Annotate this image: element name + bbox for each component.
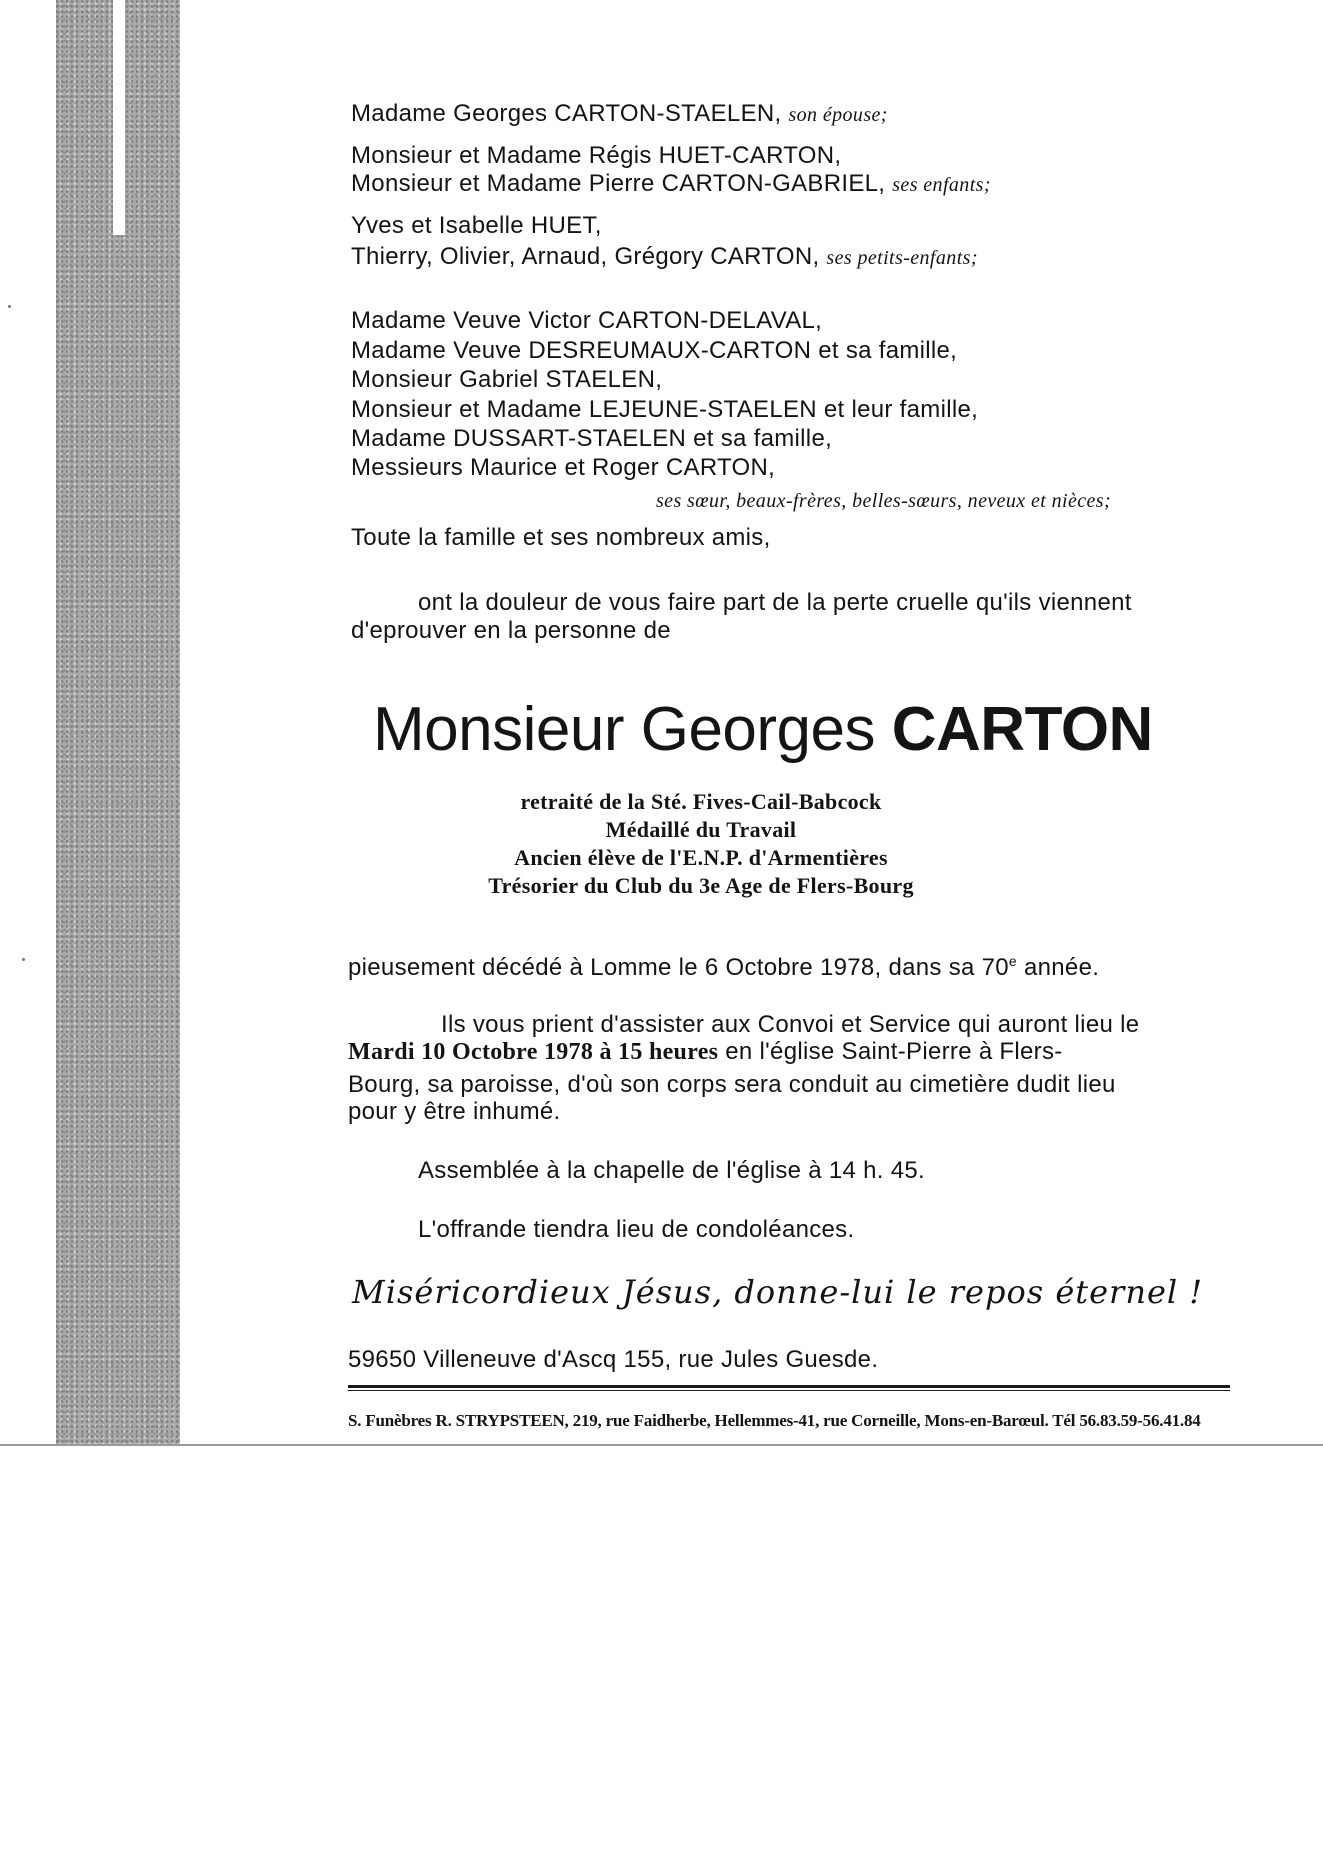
friends-line: Toute la famille et ses nombreux amis, <box>351 524 771 551</box>
relative-6-name: CARTON, <box>665 454 776 481</box>
relative-4-name: LEJEUNE-STAELEN <box>588 396 817 423</box>
relative-4-prefix: Monsieur et Madame <box>351 396 589 423</box>
family-spouse-line <box>351 100 888 128</box>
death-text: pieusement décédé à Lomme le 6 Octobre 1978, dans sa 70 <box>348 954 1009 981</box>
relative-4-suffix: et leur famille, <box>816 396 979 423</box>
service-line-1: Ils vous prient d'assister aux Convoi et Service qui auront lieu le <box>441 1011 1140 1038</box>
service-line-4: pour y être inhumé. <box>348 1098 561 1125</box>
relative-2-name: DESREUMAUX-CARTON <box>528 337 812 364</box>
relative-3-prefix: Monsieur Gabriel <box>351 366 546 393</box>
funeral-home-line: S. Funèbres R. STRYPSTEEN, 219, rue Faidherbe, Hellemmes-41, rue Corneille, Mons-en-Barœul. Tél 56.83.59-56.41.84 <box>348 1411 1201 1430</box>
spouse-name: Madame Georges CARTON-STAELEN, <box>351 100 782 127</box>
footer-rule-thick <box>348 1385 1230 1388</box>
relative-2 <box>351 337 957 365</box>
announcement-line-2: d'eprouver en la personne de <box>351 617 671 644</box>
deceased-name-surname: CARTON <box>891 695 1153 764</box>
relative-2-suffix: et sa famille, <box>811 337 958 364</box>
relative-2-prefix: Madame Veuve <box>351 337 529 364</box>
grandchildren-role: ses petits-enfants; <box>826 247 978 269</box>
death-line <box>348 953 1099 982</box>
relative-6-prefix: Messieurs Maurice et Roger <box>351 454 666 481</box>
band-highlight-stripe <box>113 0 125 235</box>
deceased-name <box>373 694 1213 765</box>
relative-1 <box>351 307 822 335</box>
children-role: ses enfants; <box>892 174 991 196</box>
scan-speck <box>8 305 11 308</box>
service-line-3: Bourg, sa paroisse, d'où son corps sera conduit au cimetière dudit lieu <box>348 1071 1116 1098</box>
relative-1-name: CARTON-DELAVAL, <box>598 307 823 334</box>
relative-1-prefix: Madame Veuve Victor <box>351 307 599 334</box>
page-fold-line <box>0 1444 1323 1446</box>
deceased-title-3: Ancien élève de l'E.N.P. d'Armentières <box>514 845 888 870</box>
child-2-name: Monsieur et Madame Pierre CARTON-GABRIEL, <box>351 170 886 197</box>
assembly-line: Assemblée à la chapelle de l'église à 14 h. 45. <box>418 1157 926 1184</box>
announcement-line-1: ont la douleur de vous faire part de la perte cruelle qu'ils viennent <box>418 589 1132 616</box>
family-child-2-line <box>351 170 991 198</box>
relative-4 <box>351 396 978 424</box>
address-line: 59650 Villeneuve d'Ascq 155, rue Jules Guesde. <box>348 1346 879 1373</box>
service-date: Mardi 10 Octobre 1978 à 15 heures <box>348 1039 719 1065</box>
relative-5-name: DUSSART-STAELEN <box>453 425 687 452</box>
relative-5-prefix: Madame <box>351 425 454 452</box>
deceased-title-4: Trésorier du Club du 3e Age de Flers-Bourg <box>488 873 914 898</box>
service-line-2 <box>348 1038 1063 1066</box>
footer-rule-thin <box>348 1390 1230 1391</box>
death-ordinal: e <box>1008 953 1018 969</box>
relative-5-suffix: et sa famille, <box>686 425 833 452</box>
service-place: en l'église Saint-Pierre à Flers- <box>718 1038 1063 1065</box>
offering-line: L'offrande tiendra lieu de condoléances. <box>418 1216 855 1243</box>
relative-3 <box>351 366 662 394</box>
spouse-role: son épouse; <box>788 104 888 126</box>
relatives-role: ses sœur, beaux-frères, belles-sœurs, neveux et nièces; <box>656 490 1112 512</box>
grandchild-2-name: Thierry, Olivier, Arnaud, Grégory CARTON, <box>351 243 820 270</box>
deceased-title-2: Médaillé du Travail <box>605 817 797 842</box>
deceased-name-first: Monsieur Georges <box>373 695 892 764</box>
relative-5 <box>351 425 832 453</box>
scan-speck <box>22 958 25 961</box>
prayer-line: Miséricordieux Jésus, donne-lui le repos éternel ! <box>352 1273 1204 1311</box>
deceased-title-1: retraité de la Sté. Fives-Cail-Babcock <box>520 789 882 814</box>
family-grandchild-2-line <box>351 243 978 271</box>
family-child-1: Monsieur et Madame Régis HUET-CARTON, <box>351 142 842 169</box>
relative-3-name: STAELEN, <box>545 366 663 393</box>
death-end: année. <box>1017 954 1100 981</box>
family-grandchild-1: Yves et Isabelle HUET, <box>351 212 602 239</box>
relative-6 <box>351 454 775 482</box>
